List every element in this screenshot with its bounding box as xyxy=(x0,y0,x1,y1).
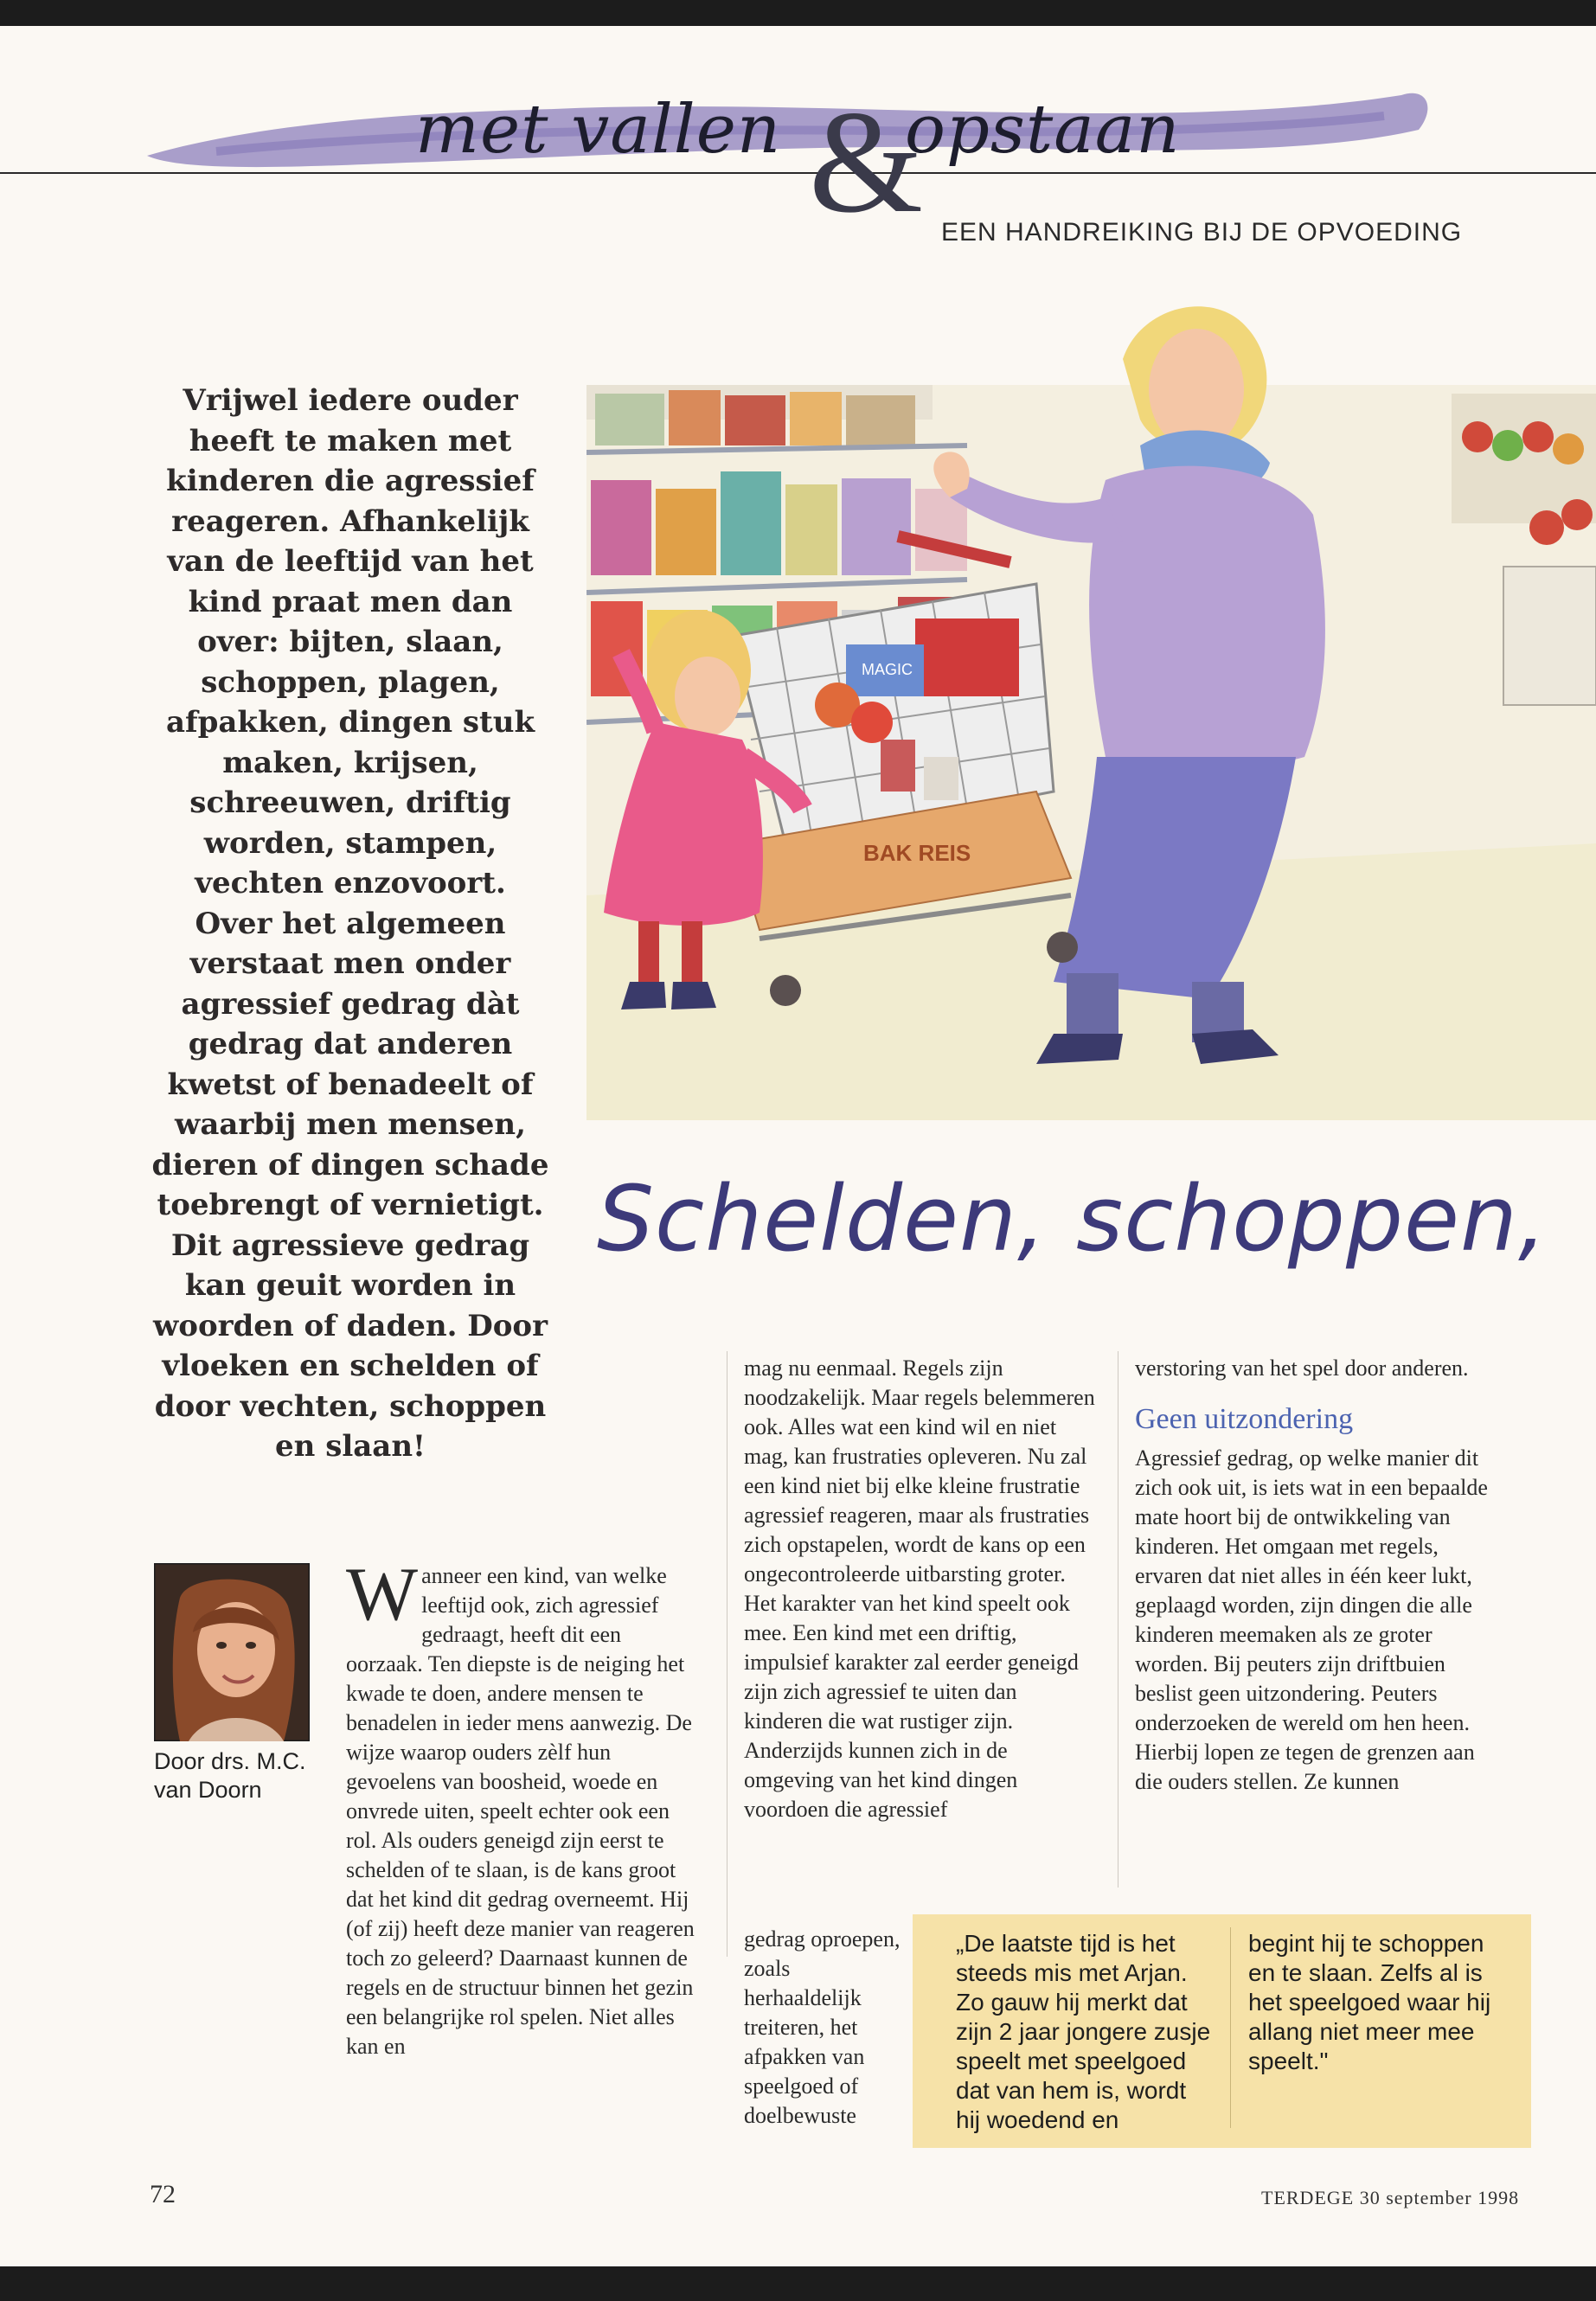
author-caption xyxy=(154,1747,327,1804)
header-subtitle: EEN HANDREIKING BIJ DE OPVOEDING xyxy=(941,218,1463,247)
header-title-left: met vallen xyxy=(415,91,782,169)
article-column-1 xyxy=(346,1553,701,2061)
article-column-2-continued: gedrag oproepen, zoals herhaaldelijk treiteren, het afpakken van speelgoed of doelbewuste xyxy=(744,1926,901,2128)
article-headline: Schelden, schoppen, xyxy=(597,1166,1548,1272)
publication-footer: TERDEGE 30 september 1998 xyxy=(1261,2187,1520,2208)
subheading: Geen uitzondering xyxy=(1135,1403,1354,1435)
pull-quote-part-1: „De laatste tijd is het steeds mis met Arjan. Zo gauw hij merkt dat zijn 2 jaar jongere zusje speelt met speelgoed dat van hem is, wordt hij woedend en xyxy=(956,1930,1211,2133)
cart-box-label: MAGIC xyxy=(862,661,913,678)
article-column-2: mag nu eenmaal. Regels zijn noodzakelijk. Maar regels belemmeren ook. Alles wat een kind wil en niet mag, kan frustraties opleveren. Nu zal een kind niet bij elke kleine frustratie agressief reageren, maar als frustraties zich opstapelen, wordt de kans op een ongecontroleerde uitbarsting groter. Het karakter van het kind speelt ook mee. Een kind met een driftig, impulsief karakter zal eerder geneigd zijn zich agressief te uiten dan kinderen die wat rustiger zijn. Anderzijds kunnen zich in de omgeving van het kind dingen voordoen die agressief xyxy=(744,1356,1095,1822)
brush-stroke-decoration xyxy=(0,26,1596,251)
page-number: 72 xyxy=(150,2180,176,2208)
header-title-right: opstaan xyxy=(905,91,1181,169)
author-caption-line2: van Doorn xyxy=(154,1777,262,1803)
bottom-scan-border xyxy=(0,2266,1596,2301)
pull-quote-part-2: begint hij te schoppen en te slaan. Zelfs al is het speelgoed waar hij allang niet meer mee speelt." xyxy=(1248,1930,1491,2074)
shelf-middle-products xyxy=(591,471,967,575)
drop-cap: W xyxy=(346,1553,419,1637)
pull-quote-divider xyxy=(1230,1927,1231,2128)
header-ampersand: & xyxy=(809,80,924,243)
bag-label: BAK REIS xyxy=(863,840,971,866)
shelf-top-products xyxy=(595,390,915,445)
supermarket-illustration xyxy=(586,238,1596,1120)
column-1-text: anneer een kind, van welke leeftijd ook, zich agressief gedraagt, heeft dit een oorzaak. Ten diepste is de neiging het kwade te doen, andere mensen te benadelen in ieder mens aanwezig. De wijze waarop ouders zèlf hun gevoelens van boosheid, woede en onvrede uiten, speelt echter ook een rol. Als ouders geneigd zijn eerst te schelden of te slaan, is de kans groot dat het kind dit gedrag overneemt. Hij (of zij) heeft deze manier van reageren toch zo geleerd? Daarnaast kunnen de regels en de structuur binnen het gezin een belangrijke rol spelen. Niet alles kan en xyxy=(346,1563,695,2059)
author-photo xyxy=(154,1563,310,1741)
column-3-top-text: verstoring van het spel door anderen. xyxy=(1135,1356,1469,1381)
intro-paragraph: Vrijwel iedere ouder heeft te maken met kinderen die agressief reageren. Afhankelijk van de leeftijd van het kind praat men dan over: bijten, slaan, schoppen, plagen, afpakken, dingen stuk maken, krijsen, schreeuwen, driftig worden, stampen, vechten enzovoort. Over het algemeen verstaat men onder agressief gedrag dàt gedrag dat anderen kwetst of benadeelt of waarbij men mensen, dieren of dingen schade toebrengt of vernietigt. Dit agressieve gedrag kan geuit worden in woorden of daden. Door vloeken en schelden of door vechten, schoppen en slaan! xyxy=(151,383,549,1464)
top-scan-border xyxy=(0,0,1596,26)
column-3-text: Agressief gedrag, op welke manier dit zich ook uit, is iets wat in een bepaalde mate hoort bij de ontwikkeling van kinderen. Het omgaan met regels, ervaren dat niet alles in één keer lukt, geplaagd worden, zijn dingen die alle kinderen meemaken als ze groter worden. Bij peuters zijn driftbuien beslist geen uitzondering. Peuters onderzoeken de wereld om hen heen. Hierbij lopen ze tegen de grenzen aan die ouders stellen. Ze kunnen xyxy=(1135,1445,1488,1794)
magazine-page xyxy=(0,26,1596,2266)
section-header xyxy=(0,26,1596,251)
author-caption-line1: Door drs. M.C. xyxy=(154,1748,306,1774)
article-column-3 xyxy=(1135,1354,1498,1797)
